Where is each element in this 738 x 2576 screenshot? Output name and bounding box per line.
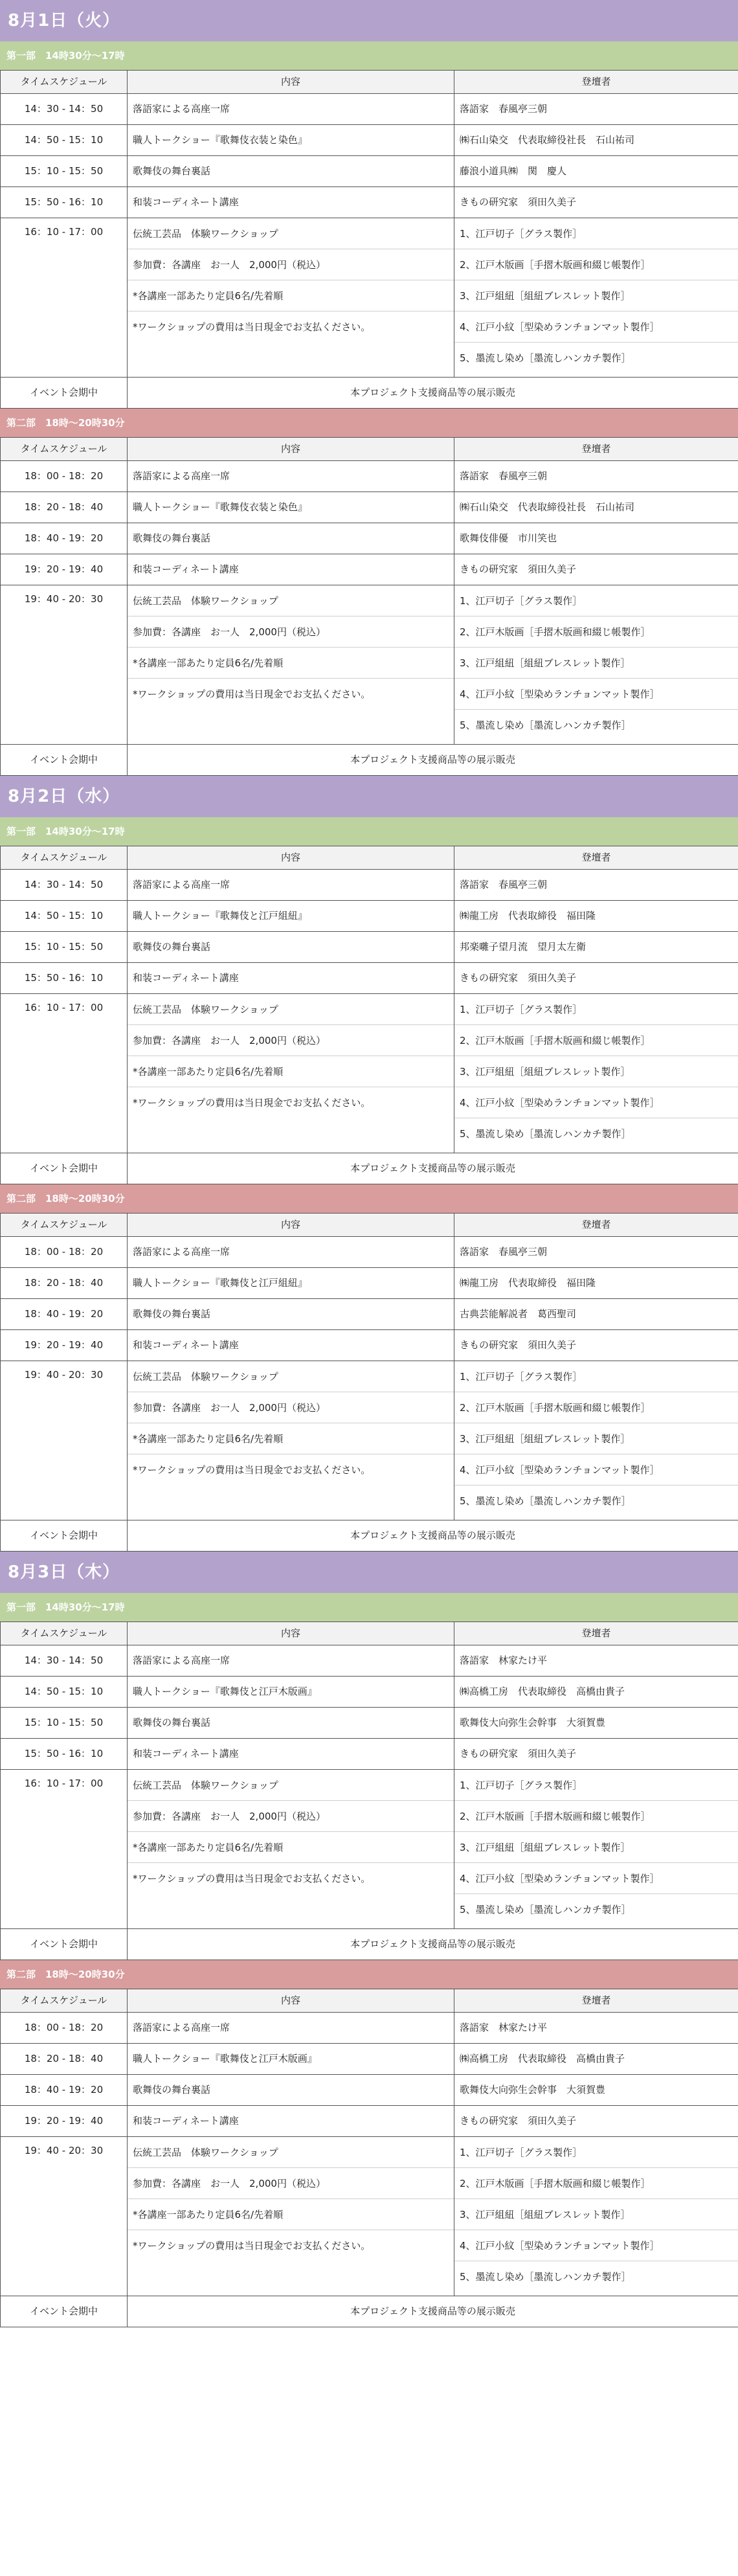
- workshop-items: [454, 1361, 738, 1520]
- table-row: [1, 94, 738, 125]
- row-time: 18：40 - 19：20: [1, 523, 128, 554]
- workshop-payment: *ワークショップの費用は当日現金でお支払ください。: [133, 321, 371, 333]
- row-time: 18：00 - 18：20: [1, 2013, 128, 2044]
- row-time: 18：00 - 18：20: [1, 461, 128, 492]
- event-label: イベント会期中: [1, 2296, 128, 2327]
- workshop-content: [128, 2137, 454, 2296]
- row-content: 職人トークショー『歌舞伎と江戸組紐』: [128, 1268, 454, 1299]
- row-person: ㈱石山染交 代表取締役社長 石山祐司: [454, 125, 738, 156]
- row-person: ㈱石山染交 代表取締役社長 石山祐司: [454, 492, 738, 523]
- workshop-item: 1、江戸切子［グラス製作］: [454, 994, 738, 1025]
- header-time: タイムスケジュール: [1, 846, 128, 870]
- workshop-item: 4、江戸小紋［型染めランチョンマット製作］: [454, 311, 738, 343]
- workshop-item: 2、江戸木版画［手摺木版画和綴じ帳製作］: [454, 1392, 738, 1423]
- header-time: タイムスケジュール: [1, 438, 128, 461]
- row-content: 歌舞伎の舞台裏話: [128, 932, 454, 963]
- workshop-content: [128, 994, 454, 1153]
- table-header-row: [1, 438, 738, 461]
- row-person: 藤浪小道具㈱ 関 慶人: [454, 156, 738, 187]
- row-person: きもの研究家 須田久美子: [454, 2106, 738, 2137]
- workshop-items: [454, 994, 738, 1153]
- workshop-capacity: *各講座一部あたり定員6名/先着順: [128, 1832, 454, 1863]
- workshop-capacity: *各講座一部あたり定員6名/先着順: [128, 2199, 454, 2230]
- workshop-capacity: *各講座一部あたり定員6名/先着順: [128, 280, 454, 311]
- row-person: きもの研究家 須田久美子: [454, 1330, 738, 1361]
- workshop-title: 伝統工芸品 体験ワークショップ: [128, 585, 454, 616]
- row-time: 19：20 - 19：40: [1, 2106, 128, 2137]
- event-text: 本プロジェクト支援商品等の展示販売: [128, 1929, 738, 1960]
- table-row: [1, 963, 738, 994]
- workshop-item: 4、江戸小紋［型染めランチョンマット製作］: [454, 1863, 738, 1894]
- workshop-title: 伝統工芸品 体験ワークショップ: [128, 1361, 454, 1392]
- row-content: 和装コーディネート講座: [128, 1330, 454, 1361]
- row-content: 落語家による高座一席: [128, 1237, 454, 1268]
- workshop-item: 4、江戸小紋［型染めランチョンマット製作］: [454, 1087, 738, 1118]
- row-content: 和装コーディネート講座: [128, 2106, 454, 2137]
- workshop-item: 1、江戸切子［グラス製作］: [454, 2137, 738, 2168]
- workshop-fee: 参加費：各講座 お一人 2,000円（税込）: [128, 2168, 454, 2199]
- table-row: [1, 2106, 738, 2137]
- day-header: 8月1日（火）: [0, 0, 738, 41]
- workshop-time: 16：10 - 17：00: [1, 218, 128, 378]
- table-row: [1, 870, 738, 901]
- workshop-row: [1, 218, 738, 378]
- table-row: [1, 523, 738, 554]
- workshop-item: 1、江戸切子［グラス製作］: [454, 218, 738, 249]
- header-person: 登壇者: [454, 71, 738, 94]
- row-time: 18：00 - 18：20: [1, 1237, 128, 1268]
- workshop-content: [128, 585, 454, 745]
- day-header: 8月3日（木）: [0, 1552, 738, 1593]
- event-label: イベント会期中: [1, 745, 128, 776]
- row-content: 和装コーディネート講座: [128, 187, 454, 218]
- row-person: 落語家 春風亭三朝: [454, 1237, 738, 1268]
- part-header: 第二部 18時～20時30分: [0, 1960, 738, 1989]
- row-content: 歌舞伎の舞台裏話: [128, 2075, 454, 2106]
- workshop-item: 3、江戸組紐［組紐ブレスレット製作］: [454, 2199, 738, 2230]
- row-person: ㈱高橋工房 代表取締役 高橋由貴子: [454, 2044, 738, 2075]
- row-content: 職人トークショー『歌舞伎と江戸木版画』: [128, 1677, 454, 1708]
- row-person: 歌舞伎俳優 市川笑也: [454, 523, 738, 554]
- row-time: 18：20 - 18：40: [1, 492, 128, 523]
- header-content: 内容: [128, 438, 454, 461]
- row-content: 和装コーディネート講座: [128, 963, 454, 994]
- event-text: 本プロジェクト支援商品等の展示販売: [128, 745, 738, 776]
- part-header: 第二部 18時～20時30分: [0, 1184, 738, 1213]
- day-header: 8月2日（水）: [0, 776, 738, 817]
- workshop-items: [454, 1770, 738, 1929]
- workshop-item: 3、江戸組紐［組紐ブレスレット製作］: [454, 1832, 738, 1863]
- row-content: 歌舞伎の舞台裏話: [128, 1299, 454, 1330]
- row-time: 18：20 - 18：40: [1, 2044, 128, 2075]
- workshop-item: 3、江戸組紐［組紐ブレスレット製作］: [454, 1423, 738, 1454]
- table-row: [1, 2044, 738, 2075]
- part-header: 第一部 14時30分～17時: [0, 41, 738, 70]
- row-content: 職人トークショー『歌舞伎と江戸組紐』: [128, 901, 454, 932]
- header-person: 登壇者: [454, 438, 738, 461]
- workshop-time: 16：10 - 17：00: [1, 994, 128, 1153]
- schedule-table: [0, 1989, 738, 2327]
- table-row: [1, 1237, 738, 1268]
- row-content: 歌舞伎の舞台裏話: [128, 523, 454, 554]
- table-header-row: [1, 1622, 738, 1645]
- event-row: [1, 1153, 738, 1184]
- table-row: [1, 187, 738, 218]
- event-label: イベント会期中: [1, 1520, 128, 1552]
- workshop-item: 5、墨流し染め［墨流しハンカチ製作］: [460, 1495, 631, 1507]
- table-row: [1, 156, 738, 187]
- workshop-content: [128, 218, 454, 378]
- table-row: [1, 125, 738, 156]
- workshop-item: 2、江戸木版画［手摺木版画和綴じ帳製作］: [454, 616, 738, 648]
- workshop-item: 4、江戸小紋［型染めランチョンマット製作］: [454, 2230, 738, 2261]
- header-person: 登壇者: [454, 1989, 738, 2013]
- row-person: 歌舞伎大向弥生会幹事 大須賀豊: [454, 1708, 738, 1739]
- schedule-table: [0, 70, 738, 409]
- row-time: 15：50 - 16：10: [1, 963, 128, 994]
- row-person: 落語家 春風亭三朝: [454, 461, 738, 492]
- row-time: 15：10 - 15：50: [1, 1708, 128, 1739]
- header-person: 登壇者: [454, 1622, 738, 1645]
- table-header-row: [1, 71, 738, 94]
- header-time: タイムスケジュール: [1, 1622, 128, 1645]
- table-row: [1, 492, 738, 523]
- workshop-fee: 参加費：各講座 お一人 2,000円（税込）: [128, 1025, 454, 1056]
- table-row: [1, 1299, 738, 1330]
- schedule-table: [0, 437, 738, 776]
- workshop-title: 伝統工芸品 体験ワークショップ: [128, 1770, 454, 1801]
- workshop-item: 2、江戸木版画［手摺木版画和綴じ帳製作］: [454, 1025, 738, 1056]
- header-person: 登壇者: [454, 1214, 738, 1237]
- row-content: 職人トークショー『歌舞伎衣装と染色』: [128, 125, 454, 156]
- workshop-row: [1, 1770, 738, 1929]
- header-content: 内容: [128, 71, 454, 94]
- row-content: 歌舞伎の舞台裏話: [128, 1708, 454, 1739]
- workshop-item: 5、墨流し染め［墨流しハンカチ製作］: [460, 1128, 631, 1140]
- part-header: 第一部 14時30分～17時: [0, 817, 738, 846]
- workshop-item: 3、江戸組紐［組紐ブレスレット製作］: [454, 280, 738, 311]
- workshop-fee: 参加費：各講座 お一人 2,000円（税込）: [128, 249, 454, 280]
- workshop-item: 3、江戸組紐［組紐ブレスレット製作］: [454, 1056, 738, 1087]
- workshop-time: 19：40 - 20：30: [1, 585, 128, 745]
- row-content: 歌舞伎の舞台裏話: [128, 156, 454, 187]
- row-time: 19：20 - 19：40: [1, 554, 128, 585]
- header-content: 内容: [128, 1989, 454, 2013]
- part-header: 第一部 14時30分～17時: [0, 1593, 738, 1621]
- schedule-table: [0, 846, 738, 1184]
- event-text: 本プロジェクト支援商品等の展示販売: [128, 378, 738, 409]
- workshop-title: 伝統工芸品 体験ワークショップ: [128, 994, 454, 1025]
- table-row: [1, 1677, 738, 1708]
- table-row: [1, 461, 738, 492]
- row-time: 15：50 - 16：10: [1, 1739, 128, 1770]
- workshop-content: [128, 1361, 454, 1520]
- event-row: [1, 2296, 738, 2327]
- row-time: 15：10 - 15：50: [1, 932, 128, 963]
- workshop-row: [1, 2137, 738, 2296]
- workshop-time: 16：10 - 17：00: [1, 1770, 128, 1929]
- header-content: 内容: [128, 1214, 454, 1237]
- row-time: 14：50 - 15：10: [1, 125, 128, 156]
- workshop-title: 伝統工芸品 体験ワークショップ: [128, 218, 454, 249]
- row-person: きもの研究家 須田久美子: [454, 187, 738, 218]
- row-person: ㈱龍工房 代表取締役 福田隆: [454, 901, 738, 932]
- row-person: ㈱龍工房 代表取締役 福田隆: [454, 1268, 738, 1299]
- workshop-item: 4、江戸小紋［型染めランチョンマット製作］: [454, 1454, 738, 1486]
- header-time: タイムスケジュール: [1, 1214, 128, 1237]
- workshop-items: [454, 218, 738, 378]
- workshop-row: [1, 1361, 738, 1520]
- table-row: [1, 1708, 738, 1739]
- workshop-payment: *ワークショップの費用は当日現金でお支払ください。: [133, 2240, 371, 2252]
- workshop-item: 2、江戸木版画［手摺木版画和綴じ帳製作］: [454, 2168, 738, 2199]
- workshop-item: 4、江戸小紋［型染めランチョンマット製作］: [454, 679, 738, 710]
- table-header-row: [1, 1214, 738, 1237]
- workshop-content: [128, 1770, 454, 1929]
- header-content: 内容: [128, 1622, 454, 1645]
- row-content: 落語家による高座一席: [128, 2013, 454, 2044]
- workshop-payment: *ワークショップの費用は当日現金でお支払ください。: [133, 1873, 371, 1884]
- row-person: 邦楽囃子望月流 望月太左衛: [454, 932, 738, 963]
- workshop-capacity: *各講座一部あたり定員6名/先着順: [128, 1056, 454, 1087]
- workshop-item: 5、墨流し染め［墨流しハンカチ製作］: [460, 1904, 631, 1915]
- row-content: 職人トークショー『歌舞伎衣装と染色』: [128, 492, 454, 523]
- row-time: 18：40 - 19：20: [1, 1299, 128, 1330]
- workshop-item: 5、墨流し染め［墨流しハンカチ製作］: [460, 352, 631, 364]
- row-person: 落語家 春風亭三朝: [454, 870, 738, 901]
- table-row: [1, 2013, 738, 2044]
- workshop-title: 伝統工芸品 体験ワークショップ: [128, 2137, 454, 2168]
- workshop-item: 5、墨流し染め［墨流しハンカチ製作］: [460, 2271, 631, 2283]
- workshop-row: [1, 585, 738, 745]
- row-content: 職人トークショー『歌舞伎と江戸木版画』: [128, 2044, 454, 2075]
- table-header-row: [1, 846, 738, 870]
- row-person: きもの研究家 須田久美子: [454, 963, 738, 994]
- table-row: [1, 901, 738, 932]
- workshop-item: 2、江戸木版画［手摺木版画和綴じ帳製作］: [454, 1801, 738, 1832]
- workshop-fee: 参加費：各講座 お一人 2,000円（税込）: [128, 616, 454, 648]
- row-content: 落語家による高座一席: [128, 461, 454, 492]
- row-time: 14：30 - 14：50: [1, 1645, 128, 1677]
- row-time: 18：40 - 19：20: [1, 2075, 128, 2106]
- row-content: 和装コーディネート講座: [128, 1739, 454, 1770]
- table-row: [1, 2075, 738, 2106]
- workshop-items: [454, 2137, 738, 2296]
- row-content: 落語家による高座一席: [128, 94, 454, 125]
- workshop-item: 1、江戸切子［グラス製作］: [454, 1361, 738, 1392]
- table-row: [1, 1645, 738, 1677]
- workshop-capacity: *各講座一部あたり定員6名/先着順: [128, 1423, 454, 1454]
- schedule-table: [0, 1621, 738, 1960]
- row-person: 歌舞伎大向弥生会幹事 大須賀豊: [454, 2075, 738, 2106]
- workshop-fee: 参加費：各講座 お一人 2,000円（税込）: [128, 1801, 454, 1832]
- header-person: 登壇者: [454, 846, 738, 870]
- row-person: 落語家 林家たけ平: [454, 1645, 738, 1677]
- part-header: 第二部 18時～20時30分: [0, 409, 738, 437]
- table-row: [1, 1330, 738, 1361]
- workshop-item: 1、江戸切子［グラス製作］: [454, 1770, 738, 1801]
- table-header-row: [1, 1989, 738, 2013]
- row-content: 落語家による高座一席: [128, 1645, 454, 1677]
- event-label: イベント会期中: [1, 1153, 128, 1184]
- row-content: 落語家による高座一席: [128, 870, 454, 901]
- row-time: 15：50 - 16：10: [1, 187, 128, 218]
- schedule-table: [0, 1213, 738, 1552]
- row-person: ㈱高橋工房 代表取締役 高橋由貴子: [454, 1677, 738, 1708]
- workshop-item: 5、墨流し染め［墨流しハンカチ製作］: [460, 719, 631, 731]
- workshop-payment: *ワークショップの費用は当日現金でお支払ください。: [133, 1097, 371, 1109]
- workshop-capacity: *各講座一部あたり定員6名/先着順: [128, 648, 454, 679]
- table-row: [1, 1268, 738, 1299]
- workshop-payment: *ワークショップの費用は当日現金でお支払ください。: [133, 1464, 371, 1476]
- workshop-item: 1、江戸切子［グラス製作］: [454, 585, 738, 616]
- header-content: 内容: [128, 846, 454, 870]
- table-row: [1, 932, 738, 963]
- row-person: きもの研究家 須田久美子: [454, 554, 738, 585]
- event-row: [1, 378, 738, 409]
- event-label: イベント会期中: [1, 1929, 128, 1960]
- row-time: 15：10 - 15：50: [1, 156, 128, 187]
- row-person: 落語家 春風亭三朝: [454, 94, 738, 125]
- workshop-item: 2、江戸木版画［手摺木版画和綴じ帳製作］: [454, 249, 738, 280]
- event-text: 本プロジェクト支援商品等の展示販売: [128, 2296, 738, 2327]
- row-person: 落語家 林家たけ平: [454, 2013, 738, 2044]
- header-time: タイムスケジュール: [1, 1989, 128, 2013]
- workshop-row: [1, 994, 738, 1153]
- row-time: 19：20 - 19：40: [1, 1330, 128, 1361]
- workshop-fee: 参加費：各講座 お一人 2,000円（税込）: [128, 1392, 454, 1423]
- row-time: 18：20 - 18：40: [1, 1268, 128, 1299]
- workshop-items: [454, 585, 738, 745]
- row-time: 14：30 - 14：50: [1, 870, 128, 901]
- header-time: タイムスケジュール: [1, 71, 128, 94]
- row-time: 14：50 - 15：10: [1, 1677, 128, 1708]
- row-person: きもの研究家 須田久美子: [454, 1739, 738, 1770]
- event-label: イベント会期中: [1, 378, 128, 409]
- row-time: 14：50 - 15：10: [1, 901, 128, 932]
- event-text: 本プロジェクト支援商品等の展示販売: [128, 1153, 738, 1184]
- workshop-time: 19：40 - 20：30: [1, 2137, 128, 2296]
- row-time: 14：30 - 14：50: [1, 94, 128, 125]
- workshop-item: 3、江戸組紐［組紐ブレスレット製作］: [454, 648, 738, 679]
- table-row: [1, 1739, 738, 1770]
- row-content: 和装コーディネート講座: [128, 554, 454, 585]
- event-row: [1, 1929, 738, 1960]
- workshop-payment: *ワークショップの費用は当日現金でお支払ください。: [133, 688, 371, 700]
- workshop-time: 19：40 - 20：30: [1, 1361, 128, 1520]
- event-row: [1, 745, 738, 776]
- event-text: 本プロジェクト支援商品等の展示販売: [128, 1520, 738, 1552]
- table-row: [1, 554, 738, 585]
- row-person: 古典芸能解説者 葛西聖司: [454, 1299, 738, 1330]
- event-row: [1, 1520, 738, 1552]
